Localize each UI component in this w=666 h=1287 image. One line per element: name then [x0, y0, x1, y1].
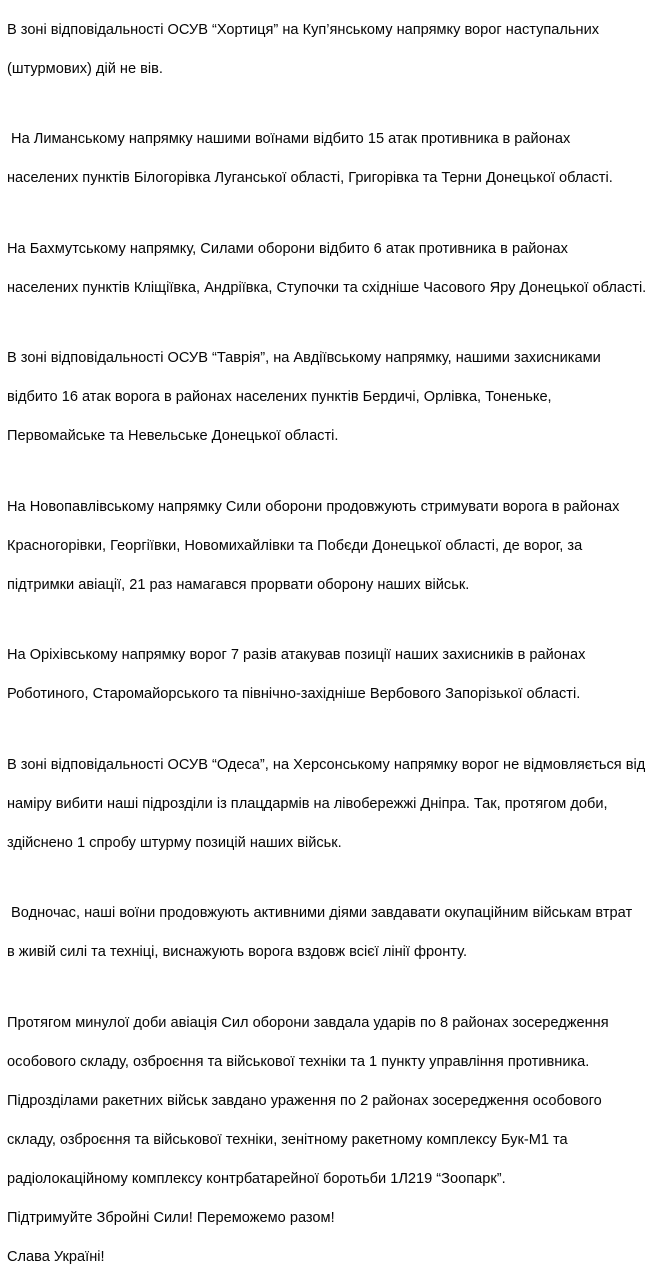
paragraph-odesa — [7, 736, 666, 873]
text-line: На Оріхівському напрямку ворог 7 разів атакував позиції наших захисників в районах — [7, 647, 586, 663]
text-line: складу, озброєння та військової техніки, зенітному ракетному комплексу Бук-М1 та — [7, 1131, 568, 1148]
text-line: Водночас, наші воїни продовжують активними діями завдавати окупаційним військам втрат — [7, 905, 633, 921]
text-line: В зоні відповідальності ОСУВ “Таврія”, на Авдіївському напрямку, нашими захисниками — [7, 350, 601, 366]
text-line: відбито 16 атак ворога в районах населених пунктів Бердичі, Орлівка, Тоненьке, — [7, 389, 552, 405]
text-line: особового складу, озброєння та військової техніки та 1 пункту управління противника. — [7, 1053, 590, 1070]
text-line: в живій силі та техніці, виснажують ворога вздовж всієї лінії фронту. — [7, 944, 468, 960]
text-line: Підрозділами ракетних військ завдано ураження по 2 районах зосередження особового — [7, 1092, 602, 1109]
text-line: На Лиманському напрямку нашими воїнами відбито 15 атак противника в районах — [7, 131, 571, 147]
paragraph-lyman — [7, 111, 666, 209]
text-line: наміру вибити наші підрозділи із плацдармів на лівобережжі Дніпра. Так, протягом доби, — [7, 795, 608, 812]
text-line: населених пунктів Білогорівка Луганської області, Григорівка та Терни Донецької області. — [7, 170, 613, 186]
text-line: В зоні відповідальності ОСУВ “Одеса”, на Херсонському напрямку ворог не відмовляється від — [7, 756, 646, 773]
text-line: На Новопавлівському напрямку Сили оборони продовжують стримувати ворога в районах — [7, 498, 620, 515]
text-line: радіолокаційному комплексу контрбатарейної боротьби 1Л219 “Зоопарк”. — [7, 1170, 506, 1187]
paragraph-khortytsia — [7, 1, 666, 99]
text-line: Підтримуйте Збройні Сили! Переможемо разом! — [7, 1209, 335, 1226]
text-line: здійснено 1 спробу штурму позицій наших військ. — [7, 834, 342, 851]
text-line: Слава Україні! — [7, 1248, 105, 1265]
text-line: населених пунктів Кліщіївка, Андріївка, Ступочки та східніше Часового Яру Донецької області. — [7, 279, 647, 296]
text-line: Красногорівки, Георгіївки, Новомихайлівки та Побєди Донецької області, де ворог, за — [7, 537, 583, 554]
text-line: Протягом минулої доби авіація Сил оборони завдала ударів по 8 районах зосередження — [7, 1014, 609, 1031]
paragraph-orikhiv — [7, 627, 666, 725]
text-line: підтримки авіації, 21 раз намагався прорвати оборону наших військ. — [7, 576, 470, 593]
text-line: Первомайське та Невельське Донецької області. — [7, 428, 339, 444]
text-line: (штурмових) дій не вів. — [7, 60, 163, 77]
paragraph-aviation-summary — [7, 994, 666, 1287]
text-line: Роботиного, Старомайорського та північно-західніше Вербового Запорізької області. — [7, 686, 581, 702]
text-line: В зоні відповідальності ОСУВ “Хортиця” на Куп’янському напрямку ворог наступальних — [7, 21, 600, 38]
paragraph-bakhmut — [7, 220, 666, 318]
paragraph-tavria — [7, 330, 666, 467]
text-line: На Бахмутському напрямку, Силами оборони відбито 6 атак противника в районах — [7, 240, 568, 257]
paragraph-novopavlivka — [7, 478, 666, 615]
paragraph-meanwhile — [7, 885, 666, 983]
